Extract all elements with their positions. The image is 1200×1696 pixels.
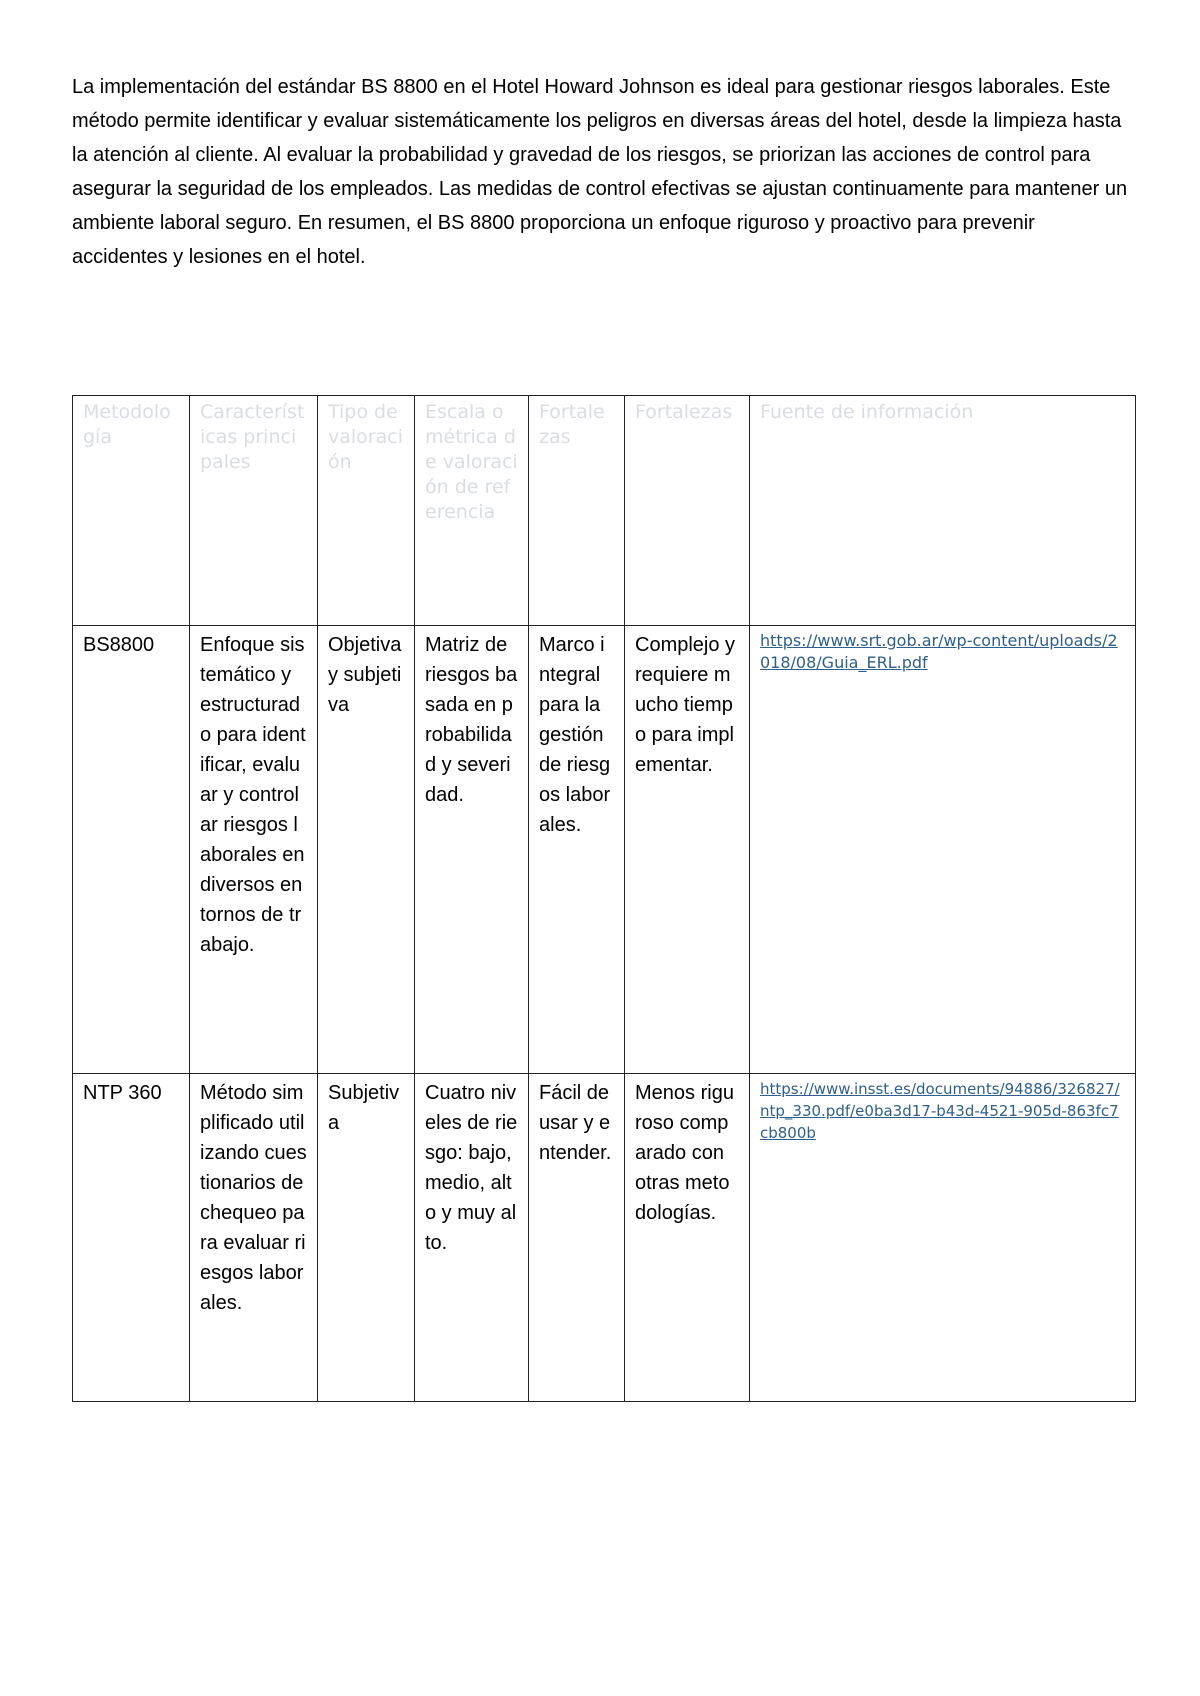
cell-caracteristicas: Método simplificado utilizando cuestionarios de chequeo para evaluar riesgos laborales.	[190, 1074, 318, 1402]
header-metodologia: Metodología	[73, 396, 190, 626]
cell-metodologia: NTP 360	[73, 1074, 190, 1402]
header-tipo-valoracion: Tipo de valoración	[318, 396, 415, 626]
intro-paragraph: La implementación del estándar BS 8800 en el Hotel Howard Johnson es ideal para gestionar riesgos laborales. Este método permite identificar y evaluar sistemáticamente los peligros en diversas áreas del hotel, desde la limpieza hasta la atención al cliente. Al evaluar la probabilidad y gravedad de los riesgos, se priorizan las acciones de control para asegurar la seguridad de los empleados. Las medidas de control efectivas se ajustan continuamente para mantener un ambiente laboral seguro. En resumen, el BS 8800 proporciona un enfoque riguroso y proactivo para prevenir accidentes y lesiones en el hotel.	[72, 76, 1128, 268]
table-header-row	[73, 396, 1136, 626]
source-link[interactable]: https://www.insst.es/documents/94886/326827/ntp_330.pdf/e0ba3d17-b43d-4521-905d-863fc7cb800b	[760, 1080, 1120, 1142]
header-fortalezas-2: Fortalezas	[625, 396, 750, 626]
source-link[interactable]: https://www.srt.gob.ar/wp-content/uploads/2018/08/Guia_ERL.pdf	[760, 631, 1118, 672]
header-caracteristicas: Características principales	[190, 396, 318, 626]
header-fuente: Fuente de información	[750, 396, 1136, 626]
cell-tipo: Subjetiva	[318, 1074, 415, 1402]
cell-escala: Matriz de riesgos basada en probabilidad y severidad.	[415, 626, 529, 1074]
header-escala: Escala o métrica de valoración de referencia	[415, 396, 529, 626]
cell-caracteristicas: Enfoque sistemático y estructurado para identificar, evaluar y controlar riesgos laborales en diversos entornos de trabajo.	[190, 626, 318, 1074]
cell-fuente	[750, 1074, 1136, 1402]
table-row	[73, 1074, 1136, 1402]
cell-debilidades: Complejo y requiere mucho tiempo para implementar.	[625, 626, 750, 1074]
cell-escala: Cuatro niveles de riesgo: bajo, medio, alto y muy alto.	[415, 1074, 529, 1402]
cell-debilidades: Menos riguroso comparado con otras metodologías.	[625, 1074, 750, 1402]
table-row	[73, 626, 1136, 1074]
header-fortalezas: Fortalezas	[529, 396, 625, 626]
cell-metodologia: BS8800	[73, 626, 190, 1074]
methods-table	[72, 395, 1136, 1402]
cell-fuente	[750, 626, 1136, 1074]
cell-tipo: Objetiva y subjetiva	[318, 626, 415, 1074]
cell-fortalezas: Fácil de usar y entender.	[529, 1074, 625, 1402]
cell-fortalezas: Marco integral para la gestión de riesgos laborales.	[529, 626, 625, 1074]
